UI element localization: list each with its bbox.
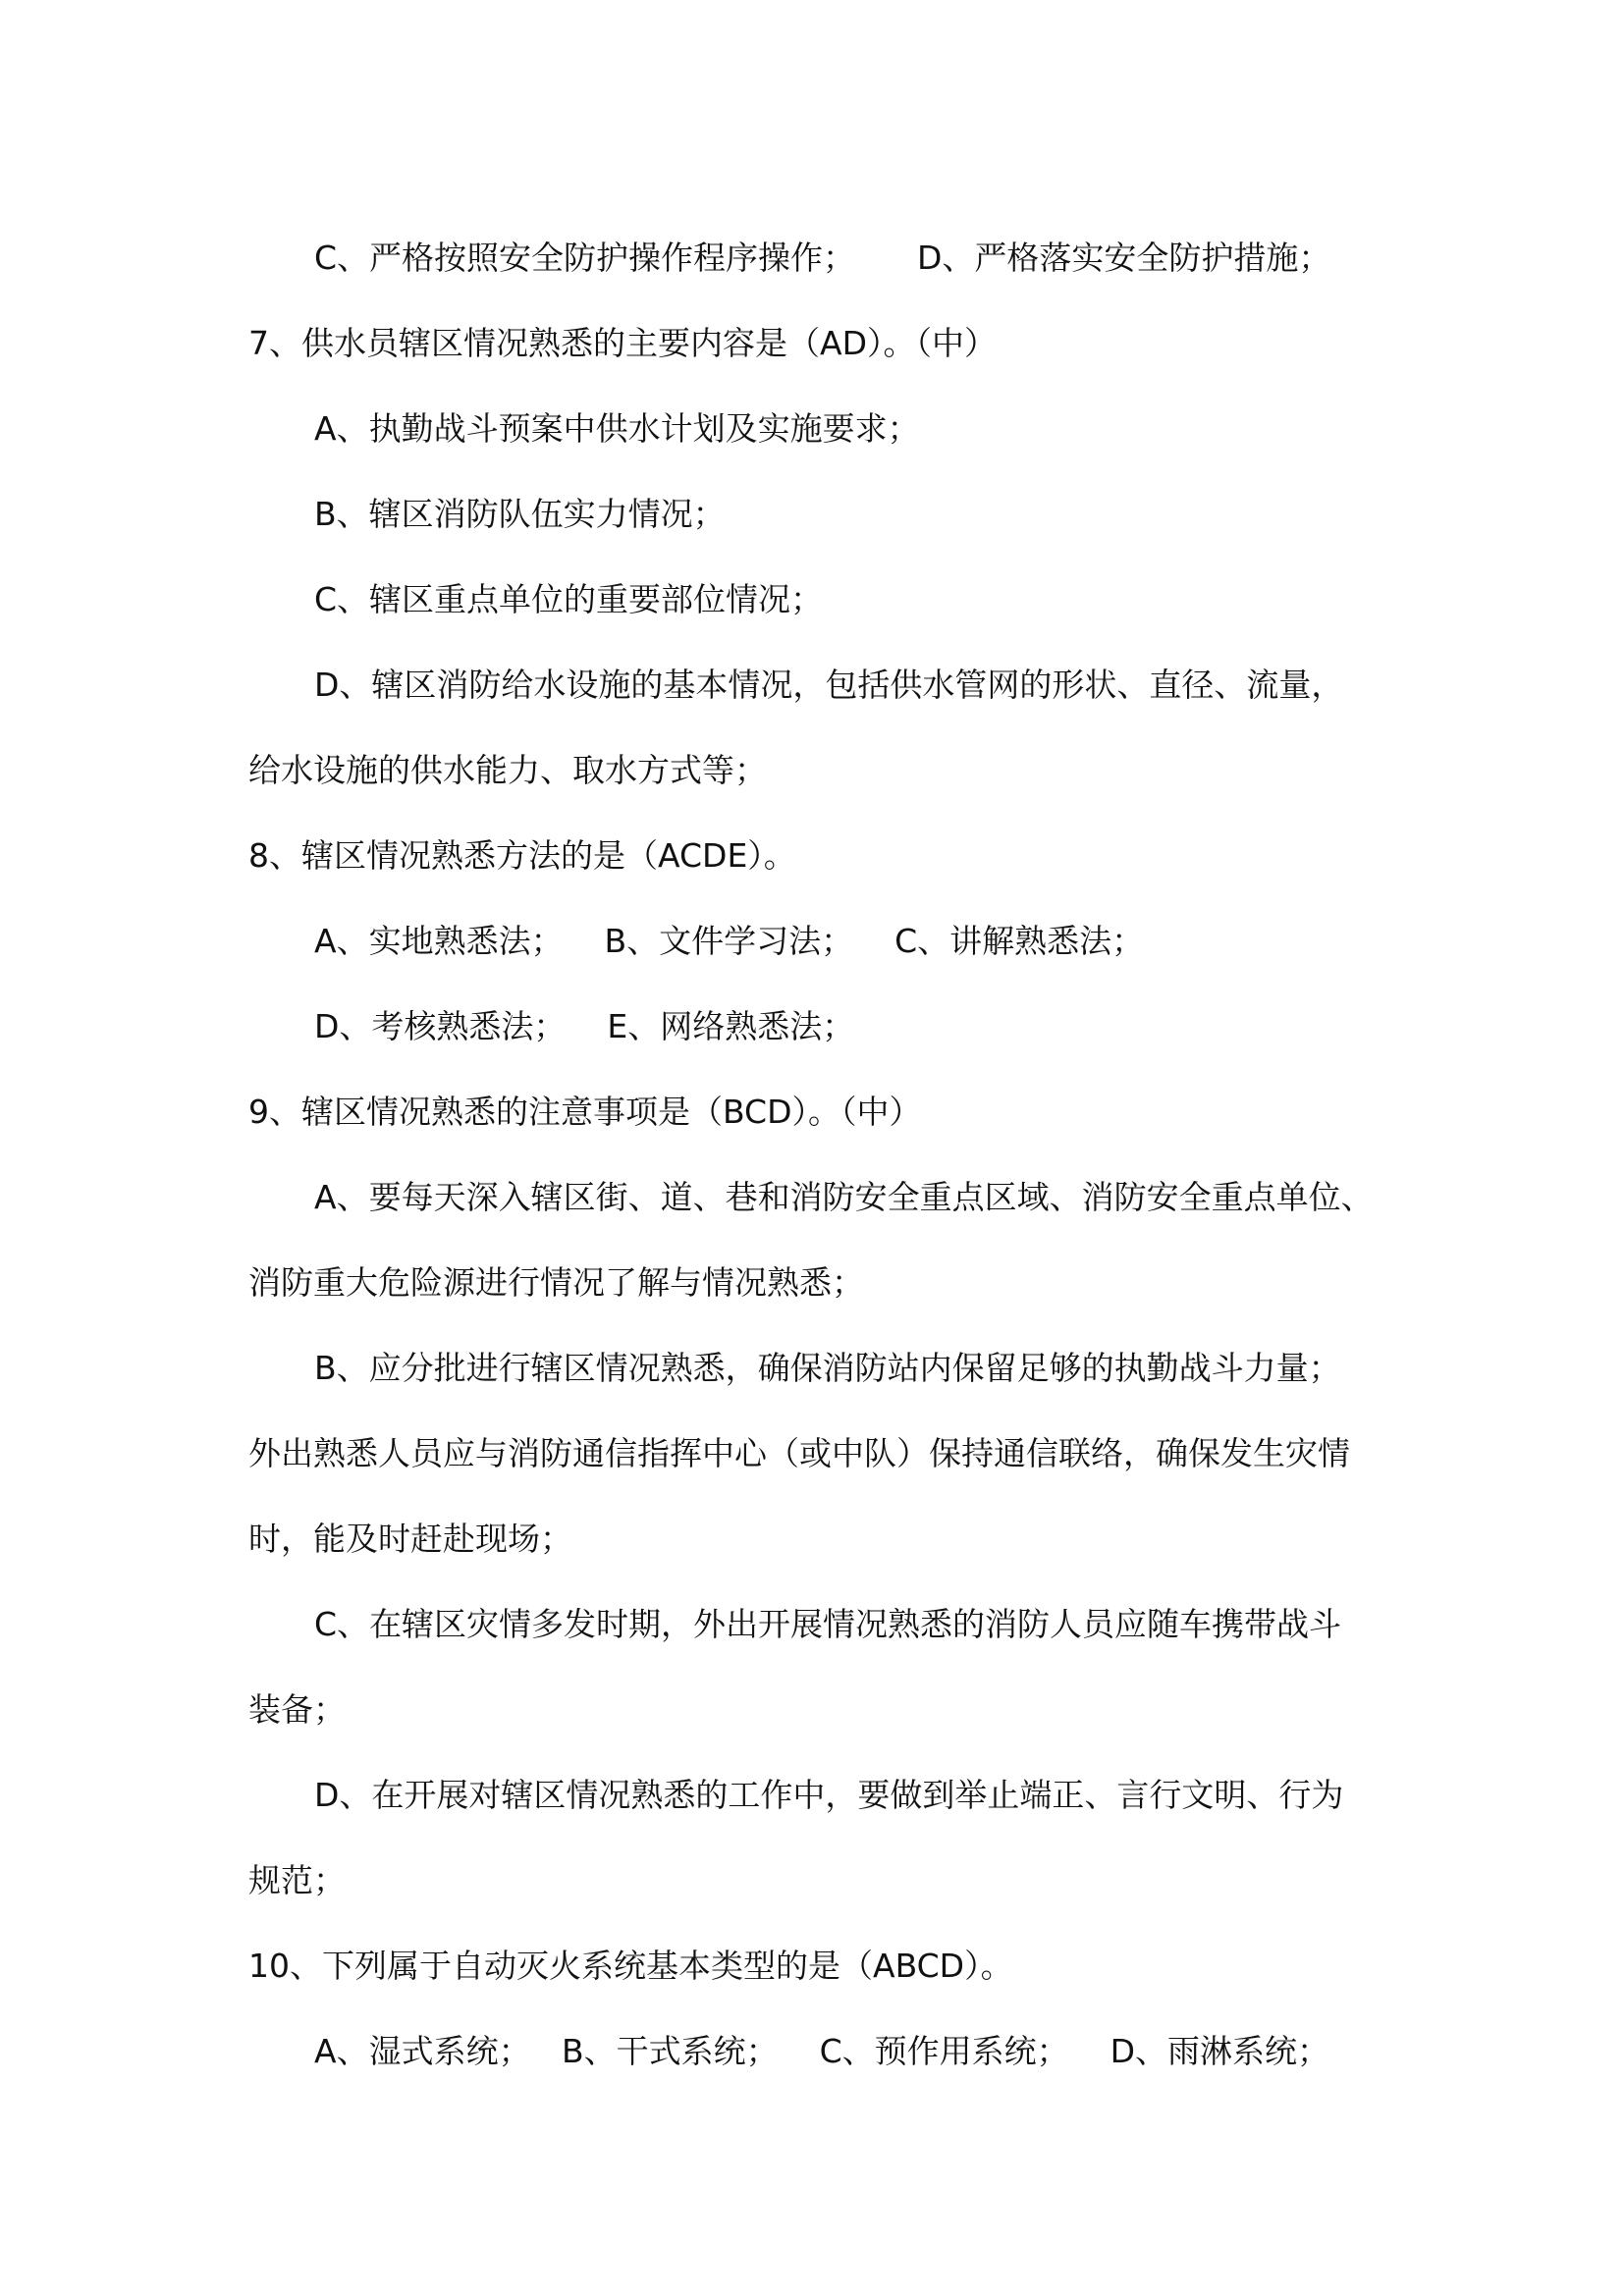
option-continuation: 消防重大危险源进行情况了解与情况熟悉；: [248, 1263, 864, 1302]
option-line: D、在开展对辖区情况熟悉的工作中，要做到举止端正、言行文明、行为: [314, 1776, 1344, 1814]
option-line: A、执勤战斗预案中供水计划及实施要求；: [314, 409, 920, 448]
option-line: A、要每天深入辖区街、道、巷和消防安全重点区域、消防安全重点单位、: [314, 1178, 1374, 1216]
question-9: 9、辖区情况熟悉的注意事项是（BCD）。（中）: [248, 1093, 922, 1131]
option-continuation: 规范；: [248, 1861, 346, 1899]
option-line: C、在辖区灾情多发时期，外出开展情况熟悉的消防人员应随车携带战斗: [314, 1605, 1342, 1643]
option-line: B、辖区消防队伍实力情况；: [314, 495, 726, 533]
question-8: 8、辖区情况熟悉方法的是（ACDE）。: [248, 836, 796, 875]
question-10: 10、下列属于自动灭火系统基本类型的是（ABCD）。: [248, 1947, 1013, 1985]
option-line: D、辖区消防给水设施的基本情况，包括供水管网的形状、直径、流量，: [314, 666, 1344, 704]
option-line: C、辖区重点单位的重要部位情况；: [314, 580, 824, 618]
option-line: B、应分批进行辖区情况熟悉，确保消防站内保留足够的执勤战斗力量；: [314, 1349, 1341, 1387]
option-line: C、严格按照安全防护操作程序操作； D、严格落实安全防护措施；: [314, 239, 1331, 277]
option-continuation: 给水设施的供水能力、取水方式等；: [248, 751, 767, 789]
option-line: A、湿式系统； B、干式系统； C、预作用系统； D、雨淋系统；: [314, 2032, 1330, 2070]
option-line: D、考核熟悉法； E、网络熟悉法；: [314, 1007, 855, 1045]
question-7: 7、供水员辖区情况熟悉的主要内容是（AD）。（中）: [248, 324, 997, 362]
option-continuation: 时，能及时赶赴现场；: [248, 1520, 572, 1558]
option-continuation: 装备；: [248, 1690, 346, 1729]
option-continuation: 外出熟悉人员应与消防通信指挥中心（或中队）保持通信联络，确保发生灾情: [248, 1434, 1350, 1472]
option-line: A、实地熟悉法； B、文件学习法； C、讲解熟悉法；: [314, 922, 1145, 960]
